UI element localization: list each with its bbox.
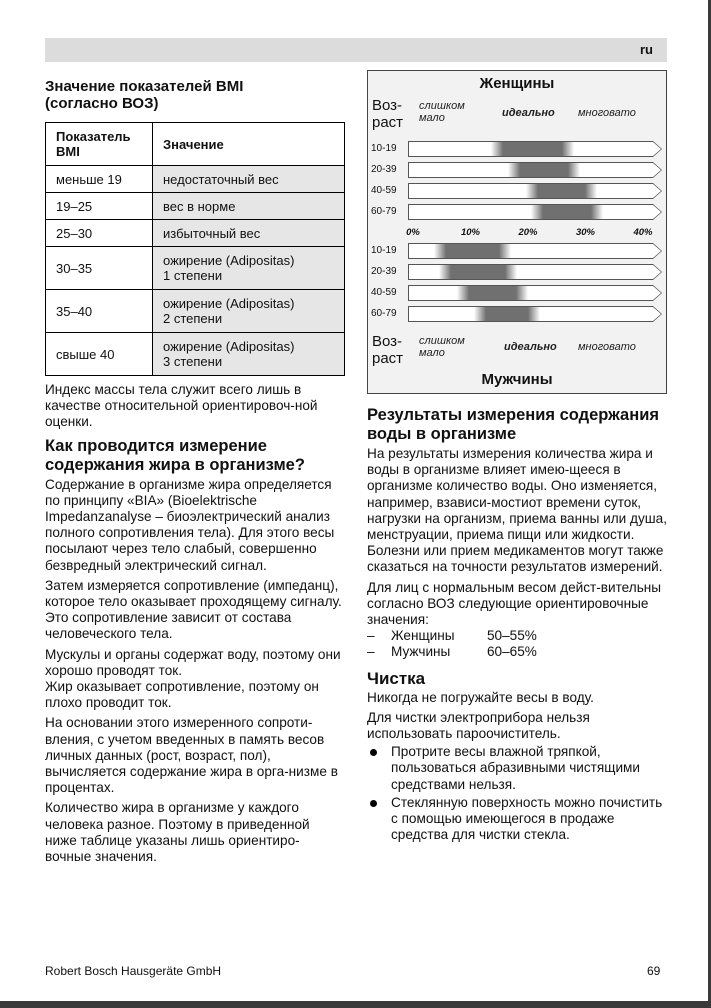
category-high-top: многовато bbox=[578, 107, 636, 119]
category-high-bottom: многовато bbox=[578, 341, 636, 353]
fat-paragraph: На основании этого измеренного сопроти-вления, с учетом введенных в память весов личных данных (рост, возраст, пол), вычисляется содержание жира в орга-низме в процентах. bbox=[45, 715, 338, 796]
women-bar bbox=[408, 183, 653, 199]
table-row bbox=[46, 247, 345, 290]
fat-paragraph: Содержание в организме жира определяется по принципу «BIA» (Bioelektrische Impedanzanalyse – биоэлектрический анализ полного сопротивления тела). Для этого весы посылают через тело слабый, совершенно безвредный электрический сигнал. bbox=[45, 476, 335, 573]
cleaning-paragraph: Никогда не погружайте весы в воду. bbox=[367, 689, 594, 705]
bmi-range-cell: 19–25 bbox=[46, 193, 153, 220]
women-bar bbox=[408, 141, 653, 157]
men-bar bbox=[408, 264, 653, 280]
women-age-label: 60-79 bbox=[371, 206, 397, 217]
men-bar bbox=[408, 285, 653, 301]
bmi-range-cell: меньше 19 bbox=[46, 166, 153, 193]
header-cell-bmi: Показатель BMI bbox=[46, 123, 153, 166]
category-too-low-top: слишком мало bbox=[419, 100, 465, 124]
men-ideal-band bbox=[434, 244, 512, 258]
age-label-bottom: Воз- раст bbox=[372, 333, 404, 367]
language-header-bar bbox=[45, 38, 667, 62]
fat-paragraph: Количество жира в организме у каждого человека разное. Поэтому в приведенной ниже таблице указаны лишь ориентиро-вочные значения. bbox=[45, 800, 310, 865]
water-section-title: Результаты измерения содержания воды в организме bbox=[367, 406, 659, 443]
men-age-label: 10-19 bbox=[371, 245, 397, 256]
women-bar bbox=[408, 162, 653, 178]
women-ideal-band bbox=[508, 163, 580, 177]
bmi-meaning-cell: ожирение (Adipositas) 2 степени bbox=[153, 290, 345, 333]
fat-paragraph: Жир оказывает сопротивление, поэтому он плохо проводит ток. bbox=[45, 679, 319, 711]
women-age-label: 40-59 bbox=[371, 185, 397, 196]
women-bar bbox=[408, 204, 653, 220]
women-ideal-band bbox=[526, 184, 598, 198]
bmi-note: Индекс массы тела служит всего лишь в качестве относительной ориентировоч-ной оценки. bbox=[45, 382, 318, 430]
women-title: Женщины bbox=[479, 75, 555, 92]
water-paragraph: Для лиц с нормальным весом дейст-вительны согласно ВОЗ следующие ориентировочные значения: bbox=[367, 579, 662, 628]
page-number: 69 bbox=[647, 964, 661, 978]
percent-tick-label: 30% bbox=[575, 227, 596, 238]
bmi-range-cell: 25–30 bbox=[46, 220, 153, 247]
men-bar bbox=[408, 306, 653, 322]
language-code: ru bbox=[640, 42, 653, 57]
men-age-label: 40-59 bbox=[371, 287, 397, 298]
men-age-label: 20-39 bbox=[371, 266, 397, 277]
cleaning-section-title: Чистка bbox=[367, 668, 426, 688]
percent-tick-label: 10% bbox=[460, 227, 481, 238]
bmi-meaning-cell: избыточный вес bbox=[153, 220, 345, 247]
men-ideal-band bbox=[474, 307, 540, 321]
right-column bbox=[367, 406, 667, 843]
table-row bbox=[46, 333, 345, 376]
percent-tick-label: 40% bbox=[633, 227, 653, 238]
women-ideal-band bbox=[531, 205, 603, 219]
cleaning-paragraph: Для чистки электроприбора нельзя использовать пароочиститель. bbox=[367, 709, 590, 742]
list-item: Протрите весы влажной тряпкой, пользоваться абразивными чистящими средствами нельзя. bbox=[367, 744, 667, 793]
water-values-list bbox=[367, 628, 667, 660]
list-item: – Мужчины 60–65% bbox=[367, 644, 537, 660]
bmi-range-cell: 35–40 bbox=[46, 290, 153, 333]
bmi-range-cell: свыше 40 bbox=[46, 333, 153, 376]
list-item: Стеклянную поверхность можно почистить с помощью имеющегося в продаже средства для чистки стекла. bbox=[367, 795, 667, 844]
fat-paragraph: Затем измеряется сопротивление (импеданц), которое тело оказывает проходящему сигналу. Это сопротивление зависит от состава человеческого тела. bbox=[45, 577, 342, 642]
table-header-row bbox=[46, 123, 345, 166]
men-bar bbox=[408, 243, 653, 259]
age-label-top: Воз- раст bbox=[372, 97, 404, 131]
men-ideal-band bbox=[439, 265, 517, 279]
cleaning-bullets bbox=[367, 744, 667, 843]
women-age-label: 20-39 bbox=[371, 164, 397, 175]
bmi-table bbox=[45, 122, 345, 376]
men-age-label: 60-79 bbox=[371, 308, 397, 319]
header-cell-value: Значение bbox=[153, 123, 345, 166]
table-row bbox=[46, 290, 345, 333]
water-paragraph: На результаты измерения количества жира и воды в организме влияет имею-щееся в организме количество воды. Оно изменяется, например, взависи-мостиот времени суток, нагрузки на организм, приема ванны или душа, менструации, приема пищи или жидкости. Болезни или прием медикаментов могут также сказаться на точности результатов измерений. bbox=[367, 446, 668, 575]
list-item: – Женщины 50–55% bbox=[367, 628, 537, 644]
page-edge-bottom bbox=[0, 1001, 711, 1008]
bmi-meaning-cell: недостаточный вес bbox=[153, 166, 345, 193]
category-ideal-bottom: идеально bbox=[504, 341, 557, 353]
fat-paragraph: Мускулы и органы содержат воду, поэтому они хорошо проводят ток. bbox=[45, 646, 341, 678]
body-fat-figure bbox=[367, 70, 667, 394]
women-age-label: 10-19 bbox=[371, 143, 397, 154]
percent-tick-label: 20% bbox=[518, 227, 538, 238]
table-row bbox=[46, 220, 345, 247]
table-row bbox=[46, 193, 345, 220]
category-ideal-top: идеально bbox=[502, 107, 555, 119]
bmi-range-cell: 30–35 bbox=[46, 247, 153, 290]
bmi-meaning-cell: ожирение (Adipositas) 1 степени bbox=[153, 247, 345, 290]
bmi-meaning-cell: вес в норме bbox=[153, 193, 345, 220]
bmi-meaning-cell: ожирение (Adipositas) 3 степени bbox=[153, 333, 345, 376]
men-title: Мужчины bbox=[481, 371, 553, 388]
table-row bbox=[46, 166, 345, 193]
category-too-low-bottom: слишком мало bbox=[419, 335, 465, 359]
women-ideal-band bbox=[491, 142, 574, 156]
left-column bbox=[45, 78, 345, 865]
percent-tick-label: 0% bbox=[406, 227, 420, 238]
men-ideal-band bbox=[457, 286, 529, 300]
bmi-table-title: Значение показателей BMI (согласно ВОЗ) bbox=[45, 78, 244, 112]
footer-company: Robert Bosch Hausgeräte GmbH bbox=[45, 964, 222, 978]
fat-section-title: Как проводится измерение содержания жира в организме? bbox=[45, 436, 305, 474]
